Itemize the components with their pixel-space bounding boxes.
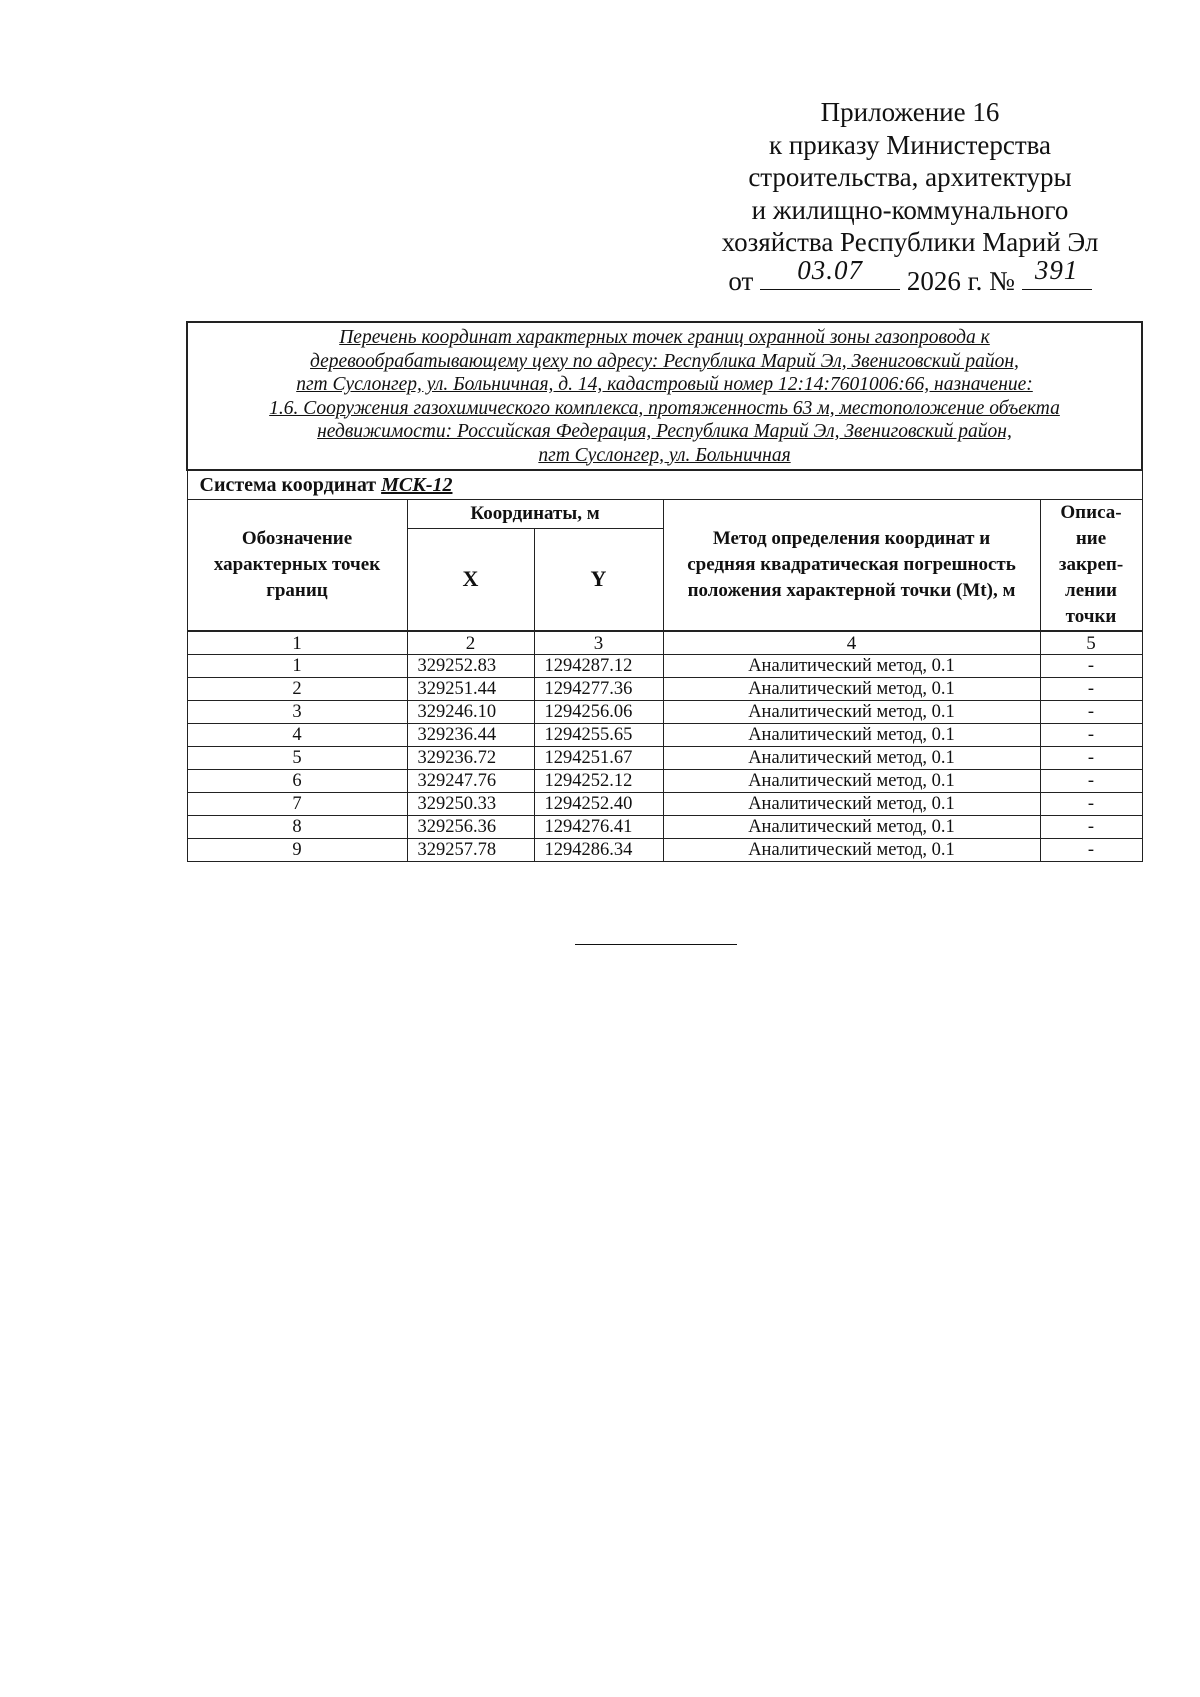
y-cell: 1294255.65 [534,724,663,747]
y-cell: 1294251.67 [534,747,663,770]
coordinates-table [186,321,1143,862]
header-y: Y [534,528,663,631]
x-cell: 329256.36 [407,816,534,839]
column-number-row [187,631,1142,655]
point-cell: 2 [187,678,407,701]
y-cell: 1294252.12 [534,770,663,793]
y-cell: 1294256.06 [534,701,663,724]
column-number: 3 [534,631,663,655]
method-cell: Аналитический метод, 0.1 [663,655,1040,678]
order-date-line [700,255,1120,298]
desc-cell: - [1040,678,1142,701]
date-field [760,255,900,290]
header-point: Обозначение характерных точек границ [187,500,407,632]
caption-line: Перечень координат характерных точек границ охранной зоны газопровода к [339,327,990,348]
desc-cell: - [1040,839,1142,862]
table-row [187,747,1142,770]
point-cell: 6 [187,770,407,793]
coordinate-system-label: Система координат [199,473,377,496]
column-number: 2 [407,631,534,655]
header-line: строительства, архитектуры [748,162,1072,192]
column-number: 1 [187,631,407,655]
x-cell: 329250.33 [407,793,534,816]
header-line: к приказу Министерства [768,129,1052,160]
header-line: хозяйства Республики Марий Эл [721,227,1099,257]
desc-cell: - [1040,724,1142,747]
method-cell: Аналитический метод, 0.1 [663,816,1040,839]
table-row [187,839,1142,862]
y-cell: 1294287.12 [534,655,663,678]
desc-cell: - [1040,770,1142,793]
x-cell: 329251.44 [407,678,534,701]
table-row [187,816,1142,839]
point-cell: 4 [187,724,407,747]
date-prefix: от [728,265,754,296]
method-cell: Аналитический метод, 0.1 [663,770,1040,793]
x-cell: 329257.78 [407,839,534,862]
table-caption [187,322,1142,470]
closing-rule [575,944,737,945]
point-cell: 5 [187,747,407,770]
header-coordinates: Координаты, м [407,500,663,529]
desc-cell: - [1040,747,1142,770]
x-cell: 329236.44 [407,724,534,747]
method-cell: Аналитический метод, 0.1 [663,678,1040,701]
x-cell: 329236.72 [407,747,534,770]
column-number: 4 [663,631,1040,655]
order-number-field [1022,255,1092,290]
coordinate-system-row [187,470,1142,500]
header-x: X [407,528,534,631]
method-cell: Аналитический метод, 0.1 [663,793,1040,816]
table-row [187,701,1142,724]
y-cell: 1294252.40 [534,793,663,816]
desc-cell: - [1040,655,1142,678]
header-line: и жилищно-коммунального [751,194,1069,225]
caption-line: 1.6. Сооружения газохимического комплекса, протяженность 63 м, местоположение объекта [269,397,1060,419]
column-number: 5 [1040,631,1142,655]
x-cell: 329252.83 [407,655,534,678]
y-cell: 1294286.34 [534,839,663,862]
table-row [187,770,1142,793]
method-cell: Аналитический метод, 0.1 [663,747,1040,770]
year-number-label: 2026 г. № [906,265,1015,296]
point-cell: 1 [187,655,407,678]
caption-line: пгт Суслонгер, ул. Больничная, д. 14, кадастровый номер 12:14:7601006:66, назначение: [296,374,1033,395]
y-cell: 1294276.41 [534,816,663,839]
handwritten-date: 03.07 [797,255,863,285]
table-row [187,655,1142,678]
caption-line: деревообрабатывающему цеху по адресу: Республика Марий Эл, Звениговский район, [310,350,1019,372]
header-method: Метод определения координат и средняя квадратическая погрешность положения характерной точки (Mt), м [663,500,1040,632]
desc-cell: - [1040,701,1142,724]
desc-cell: - [1040,816,1142,839]
point-cell: 9 [187,839,407,862]
point-cell: 7 [187,793,407,816]
method-cell: Аналитический метод, 0.1 [663,724,1040,747]
desc-cell: - [1040,793,1142,816]
method-cell: Аналитический метод, 0.1 [663,701,1040,724]
point-cell: 3 [187,701,407,724]
coordinate-system-value: МСК-12 [381,473,453,496]
table-row [187,793,1142,816]
header-description: Описа-ние закреп-лении точки [1040,500,1142,632]
table-row [187,724,1142,747]
caption-line: недвижимости: Российская Федерация, Республика Марий Эл, Звениговский район, [317,421,1012,442]
y-cell: 1294277.36 [534,678,663,701]
caption-line: пгт Суслонгер, ул. Больничная [538,444,791,466]
method-cell: Аналитический метод, 0.1 [663,839,1040,862]
x-cell: 329246.10 [407,701,534,724]
table-row [187,678,1142,701]
appendix-header [700,96,1120,297]
handwritten-number: 391 [1034,255,1079,285]
x-cell: 329247.76 [407,770,534,793]
point-cell: 8 [187,816,407,839]
header-line: Приложение 16 [820,97,1000,127]
